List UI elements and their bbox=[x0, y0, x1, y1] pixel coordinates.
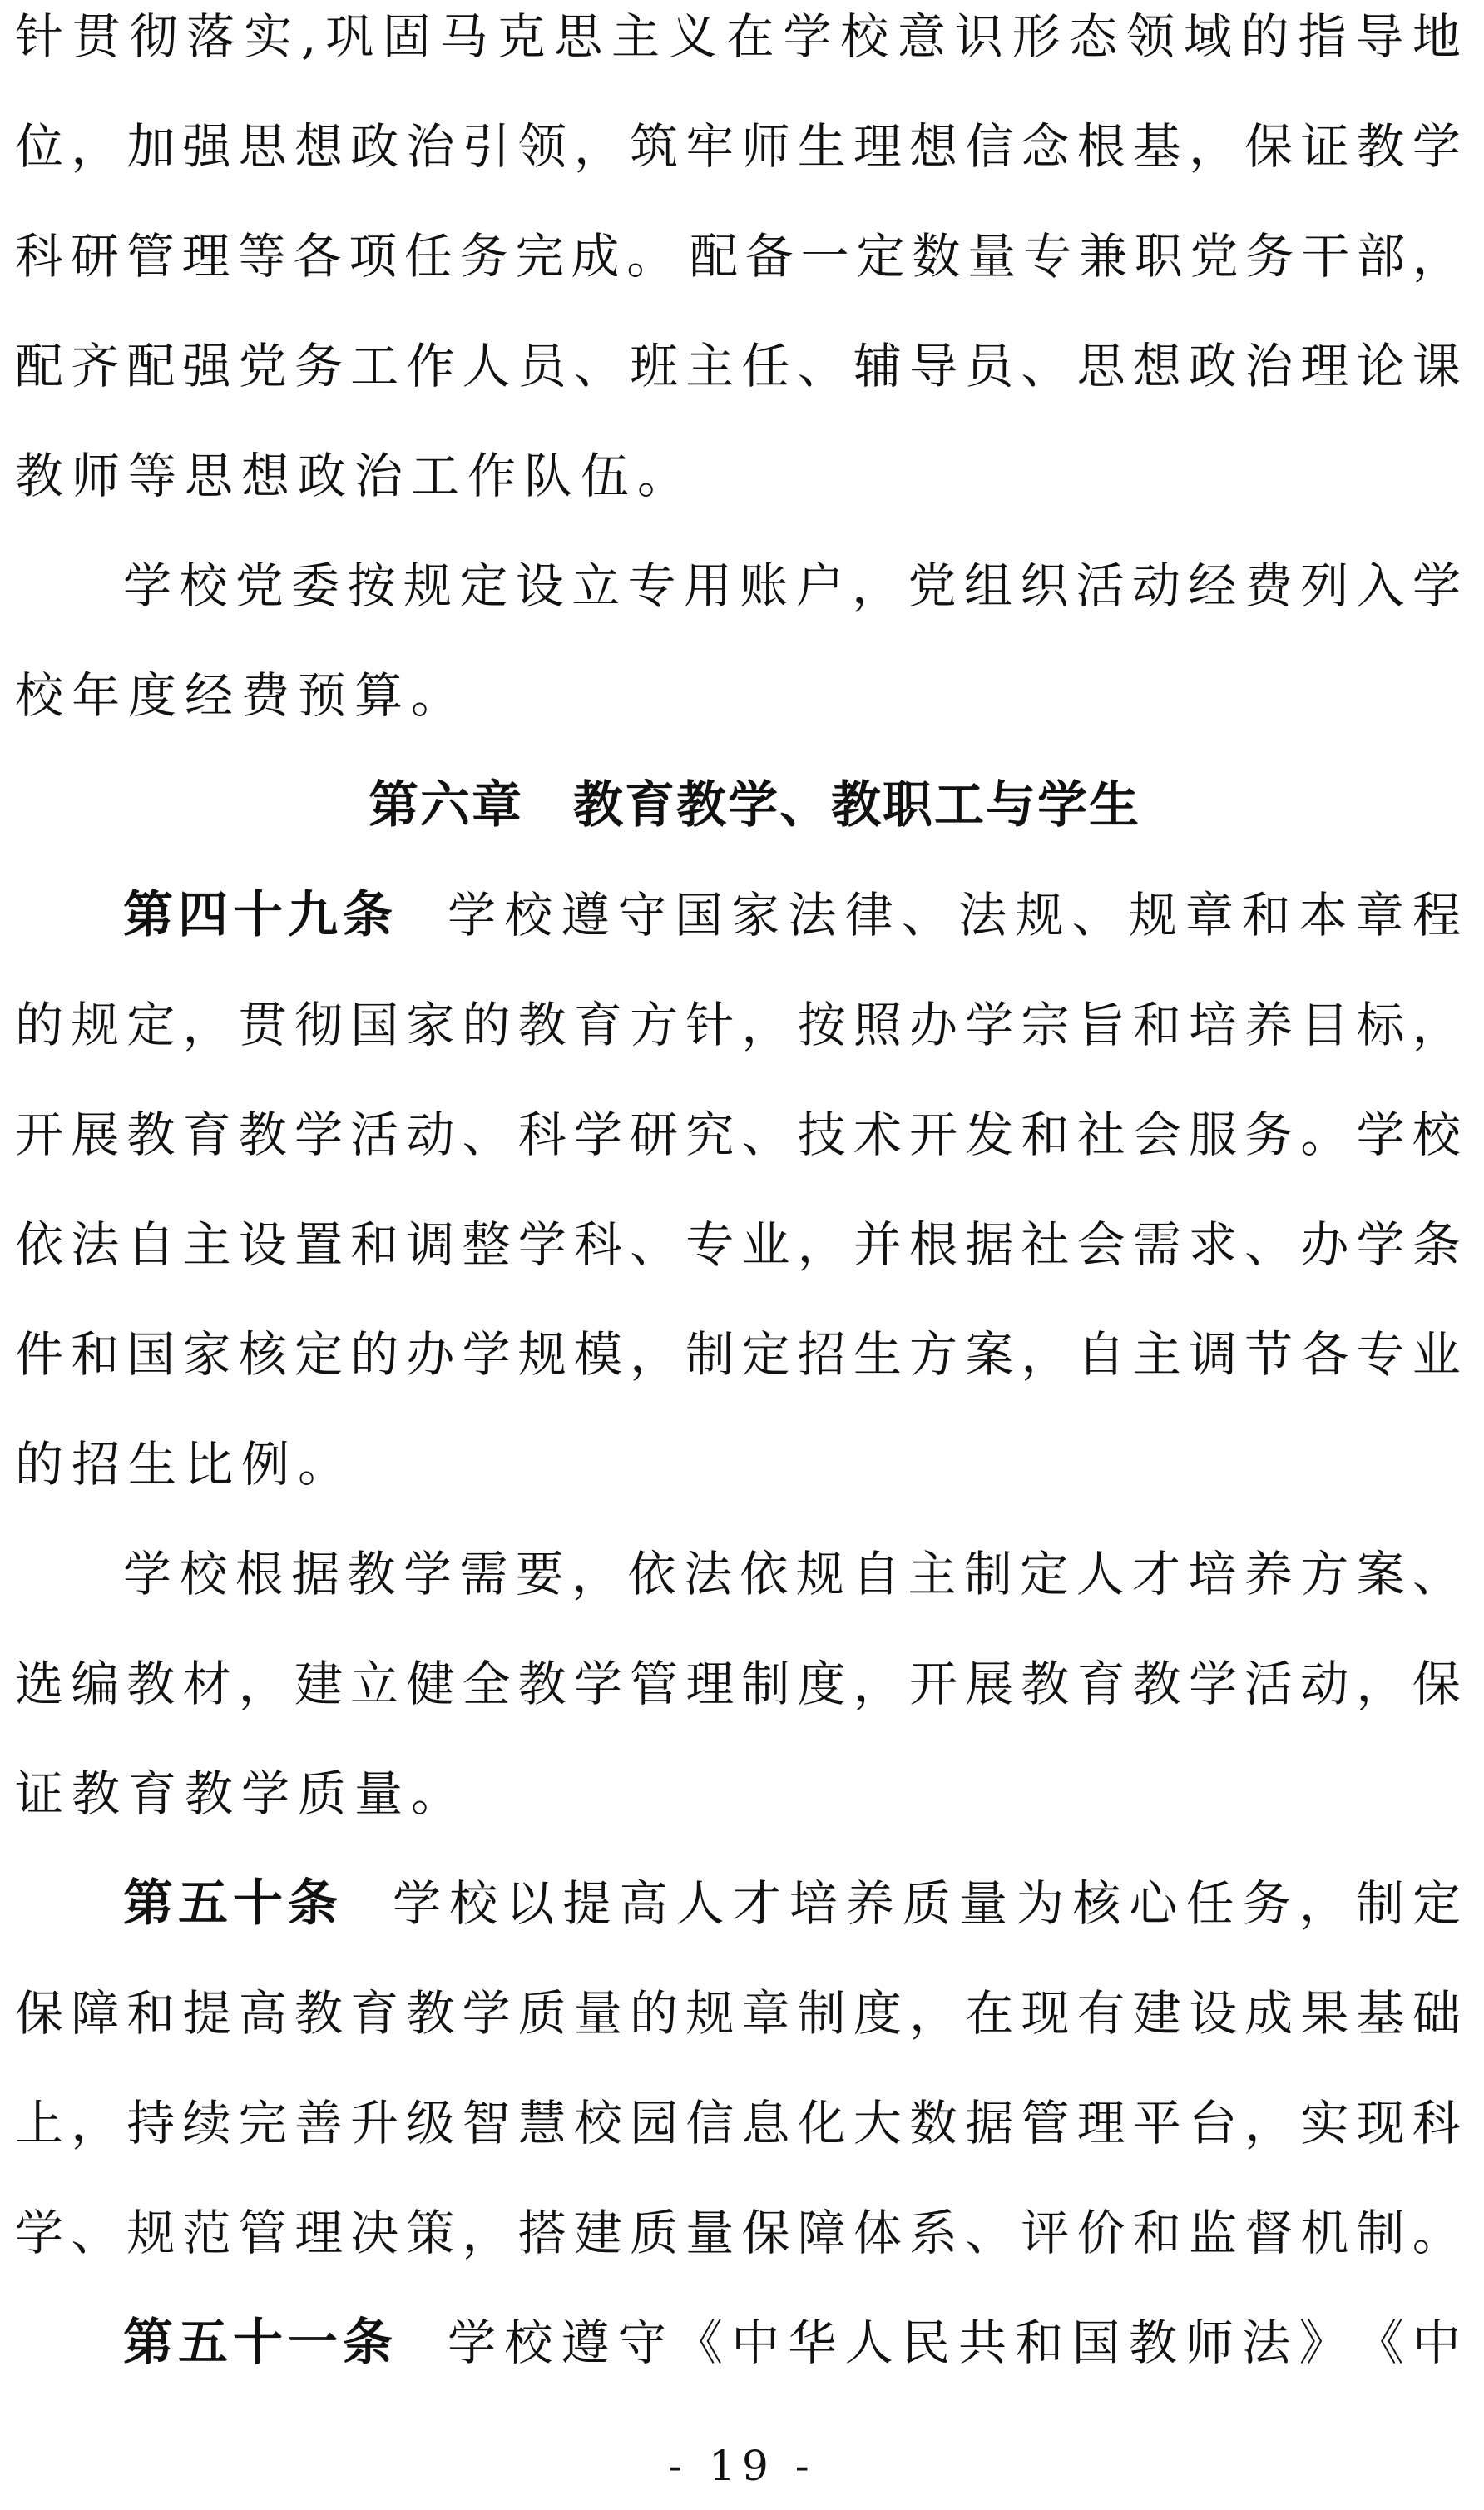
text-line: 保 障 和 提 高 教 育 教 学 质 量 的 规 章 制 度 ， 在 现 有 建 设 成 果 基 础 bbox=[15, 1985, 1461, 2042]
text-line: 上 ， 持 续 完 善 升 级 智 慧 校 园 信 息 化 大 数 据 管 理 平 台 ， 实 现 科 bbox=[15, 2095, 1461, 2151]
text-line: 学 校 根 据 教 学 需 要 ， 依 法 依 规 自 主 制 定 人 才 培 养 方 案 、 bbox=[123, 1546, 1461, 1602]
page-number: - 19 - bbox=[668, 2442, 816, 2490]
chapter-heading bbox=[15, 750, 1461, 860]
text-line: 学 校 以 提 高 人 才 培 养 质 量 为 核 心 任 务 ， 制 定 bbox=[393, 1875, 1461, 1932]
text-line: 开 展 教 育 教 学 活 动 、 科 学 研 究 、 技 术 开 发 和 社 会 服 务 。 学 校 bbox=[15, 1106, 1461, 1163]
article-51-first-line bbox=[15, 2288, 1461, 2398]
article-49-first-line bbox=[15, 860, 1461, 970]
text-line: 依 法 自 主 设 置 和 调 整 学 科 、 专 业 ， 并 根 据 社 会 需 求 、 办 学 条 bbox=[15, 1216, 1461, 1273]
text-line: 学 、 规 范 管 理 决 策 ， 搭 建 质 量 保 障 体 系 、 评 价 和 监 督 机 制 。 bbox=[15, 2205, 1461, 2261]
text-line: 校年度经费预算。 bbox=[15, 667, 468, 724]
text-line: 证教育教学质量。 bbox=[15, 1765, 468, 1822]
text-line: 的招生比例。 bbox=[15, 1436, 355, 1493]
chapter-number: 第六章 bbox=[369, 776, 523, 834]
chapter-title: 教育教学、教职工与学生 bbox=[573, 776, 1140, 834]
text-line: 的 规 定 ， 贯 彻 国 家 的 教 育 方 针 ， 按 照 办 学 宗 旨 和 培 养 目 标 ， bbox=[15, 997, 1461, 1053]
text-line: 针 贯 彻 落 实 , 巩 固 马 克 思 主 义 在 学 校 意 识 形 态 领 域 的 指 导 地 bbox=[15, 8, 1461, 65]
article-label: 第五十一条 bbox=[123, 2314, 398, 2372]
document-body bbox=[15, 0, 1461, 2398]
text-line: 配 齐 配 强 党 务 工 作 人 员 、 班 主 任 、 辅 导 员 、 思 想 政 治 理 论 课 bbox=[15, 338, 1461, 394]
article-50-first-line bbox=[15, 1849, 1461, 1958]
text-line: 学 校 遵 守 《 中 华 人 民 共 和 国 教 师 法 》 《 中 bbox=[448, 2314, 1461, 2371]
article-label: 第五十条 bbox=[123, 1874, 343, 1933]
text-line: 教师等思想政治工作队伍。 bbox=[15, 448, 695, 504]
text-line: 科 研 管 理 等 各 项 任 务 完 成 。 配 备 一 定 数 量 专 兼 职 党 务 干 部 ， bbox=[15, 228, 1461, 285]
text-line: 位 ， 加 强 思 想 政 治 引 领 ， 筑 牢 师 生 理 想 信 念 根 基 ， 保 证 教 学 bbox=[15, 118, 1461, 175]
text-line: 选 编 教 材 ， 建 立 健 全 教 学 管 理 制 度 ， 开 展 教 育 教 学 活 动 ， 保 bbox=[15, 1656, 1461, 1712]
text-line: 学 校 党 委 按 规 定 设 立 专 用 账 户 ， 党 组 织 活 动 经 费 列 入 学 bbox=[123, 557, 1461, 614]
article-label: 第四十九条 bbox=[123, 886, 398, 944]
text-line: 件 和 国 家 核 定 的 办 学 规 模 ， 制 定 招 生 方 案 ， 自 主 调 节 各 专 业 bbox=[15, 1326, 1461, 1383]
text-line: 学 校 遵 守 国 家 法 律 、 法 规 、 规 章 和 本 章 程 bbox=[448, 887, 1461, 943]
